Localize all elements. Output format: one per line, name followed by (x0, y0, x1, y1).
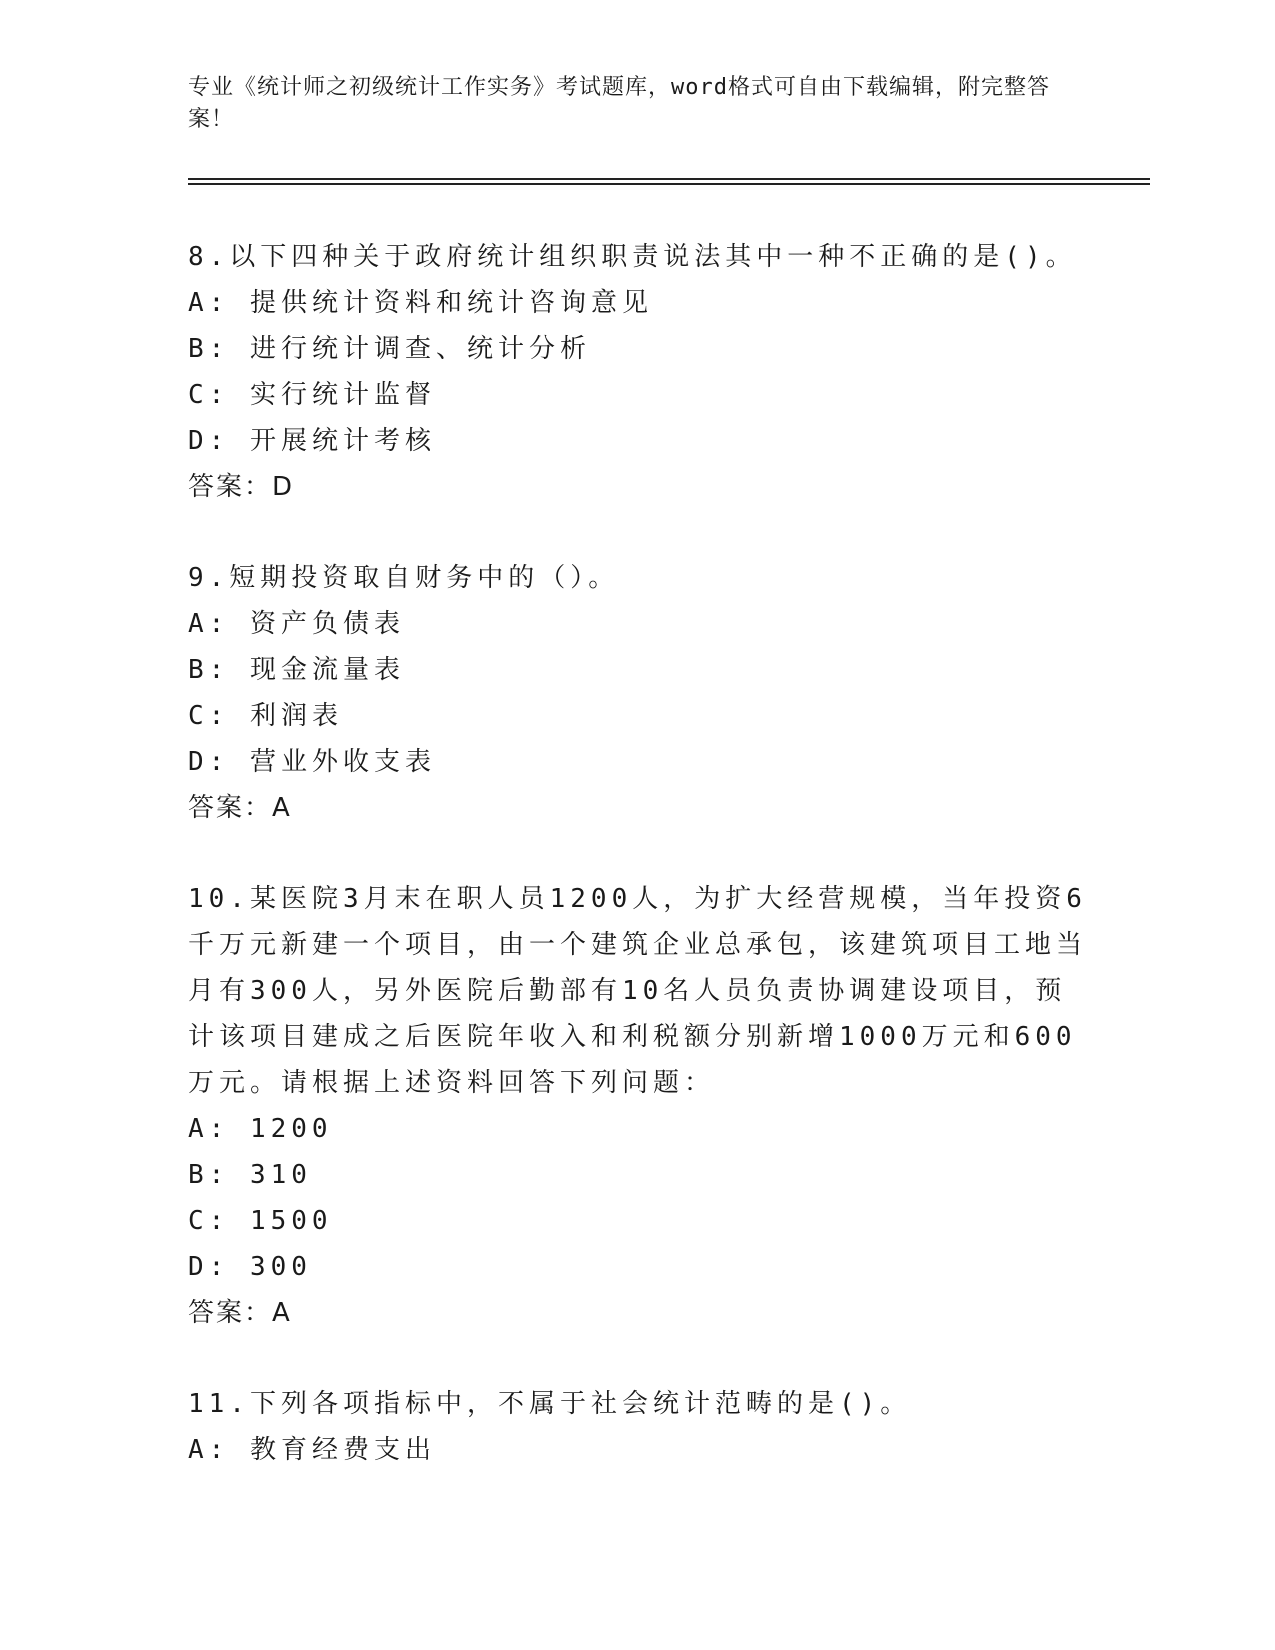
question-9 (188, 555, 1088, 831)
question-10 (188, 876, 1088, 1336)
option-d: D: 开展统计考核 (188, 426, 436, 456)
option-b: B: 现金流量表 (188, 655, 405, 685)
question-stem: 11.下列各项指标中，不属于社会统计范畴的是()。 (188, 1389, 912, 1419)
header-divider-top (188, 178, 1150, 180)
answer: 答案：A (188, 793, 292, 823)
document-header: 专业《统计师之初级统计工作实务》考试题库，word格式可自由下载编辑，附完整答案！ (188, 75, 1050, 132)
option-d: D: 营业外收支表 (188, 747, 436, 777)
question-list (188, 234, 1088, 1518)
question-stem: 8.以下四种关于政府统计组织职责说法其中一种不正确的是()。 (188, 242, 1077, 272)
question-stem: 10.某医院3月末在职人员1200人，为扩大经营规模，当年投资6千万元新建一个项目，由一个建筑企业总承包，该建筑项目工地当月有300人，另外医院后勤部有10名人员负责协调建设项目，预计该项目建成之后医院年收入和利税额分别新增1000万元和600万元。请根据上述资料回答下列问题： (188, 884, 1088, 1098)
option-a: A: 提供统计资料和统计咨询意见 (188, 288, 653, 318)
option-b: B: 310 (188, 1160, 312, 1190)
question-11 (188, 1381, 1088, 1473)
option-a: A: 教育经费支出 (188, 1435, 436, 1465)
option-b: B: 进行统计调查、统计分析 (188, 334, 591, 364)
answer: 答案：A (188, 1298, 292, 1328)
question-8 (188, 234, 1088, 510)
option-d: D: 300 (188, 1252, 312, 1282)
option-a: A: 1200 (188, 1114, 333, 1144)
option-c: C: 利润表 (188, 701, 343, 731)
header-divider-bottom (188, 183, 1150, 185)
answer: 答案：D (188, 472, 295, 502)
option-c: C: 1500 (188, 1206, 333, 1236)
option-c: C: 实行统计监督 (188, 380, 436, 410)
question-stem: 9.短期投资取自财务中的（）。 (188, 563, 620, 593)
option-a: A: 资产负债表 (188, 609, 405, 639)
